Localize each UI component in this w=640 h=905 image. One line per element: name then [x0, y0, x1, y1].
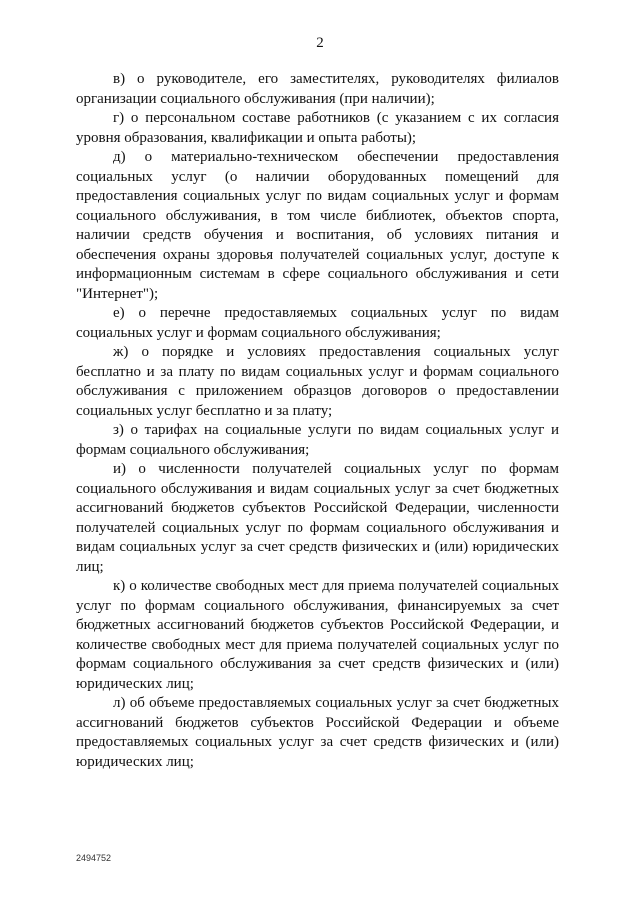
- list-item-i: и) о численности получателей социальных услуг по формам социального обслуживания и видам социальных услуг за счет бюджетных ассигнований бюджетов субъектов Российской Федерации, численности получателей социальных услуг по формам социального обслуживания и видам социальных услуг за счет средств физических и (или) юридических лиц;: [76, 461, 559, 575]
- list-item-z: з) о тарифах на социальные услуги по видам социальных услуг и формам социального обслуживания;: [76, 422, 559, 458]
- list-item-d: д) о материально-техническом обеспечении предоставления социальных услуг (о наличии оборудованных помещений для предоставления социальных услуг по видам социальных услуг и формам социального обслуживания, в том числе библиотек, объектов спорта, наличии средств обучения и воспитания, об условиях питания и обеспечения охраны здоровья получателей социальных услуг, доступе к информационным системам в сфере социального обслуживания и сети "Интернет");: [76, 149, 559, 302]
- document-body: [76, 70, 559, 772]
- list-item-g: г) о персональном составе работников (с указанием с их согласия уровня образования, квалификации и опыта работы);: [76, 110, 559, 146]
- list-item-k: к) о количестве свободных мест для приема получателей социальных услуг по формам социального обслуживания, финансируемых за счет бюджетных ассигнований бюджетов субъектов Российской Федерации, и количестве свободных мест для приема получателей социальных услуг по формам социального обслуживания за счет средств физических и (или) юридических лиц;: [76, 578, 559, 692]
- page-number: 2: [316, 35, 324, 51]
- list-item-e: е) о перечне предоставляемых социальных услуг по видам социальных услуг и формам социального обслуживания;: [76, 305, 559, 341]
- document-code: 2494752: [76, 853, 112, 863]
- list-item-zh: ж) о порядке и условиях предоставления социальных услуг бесплатно и за плату по видам социальных услуг и формам социального обслуживания с приложением образцов договоров о предоставлении социальных услуг бесплатно и за плату;: [76, 344, 559, 419]
- list-item-v: в) о руководителе, его заместителях, руководителях филиалов организации социального обслуживания (при наличии);: [76, 71, 559, 107]
- list-item-l: л) об объеме предоставляемых социальных услуг за счет бюджетных ассигнований бюджетов субъектов Российской Федерации и объеме предоставляемых социальных услуг за счет средств физических и (или) юридических лиц;: [76, 695, 559, 770]
